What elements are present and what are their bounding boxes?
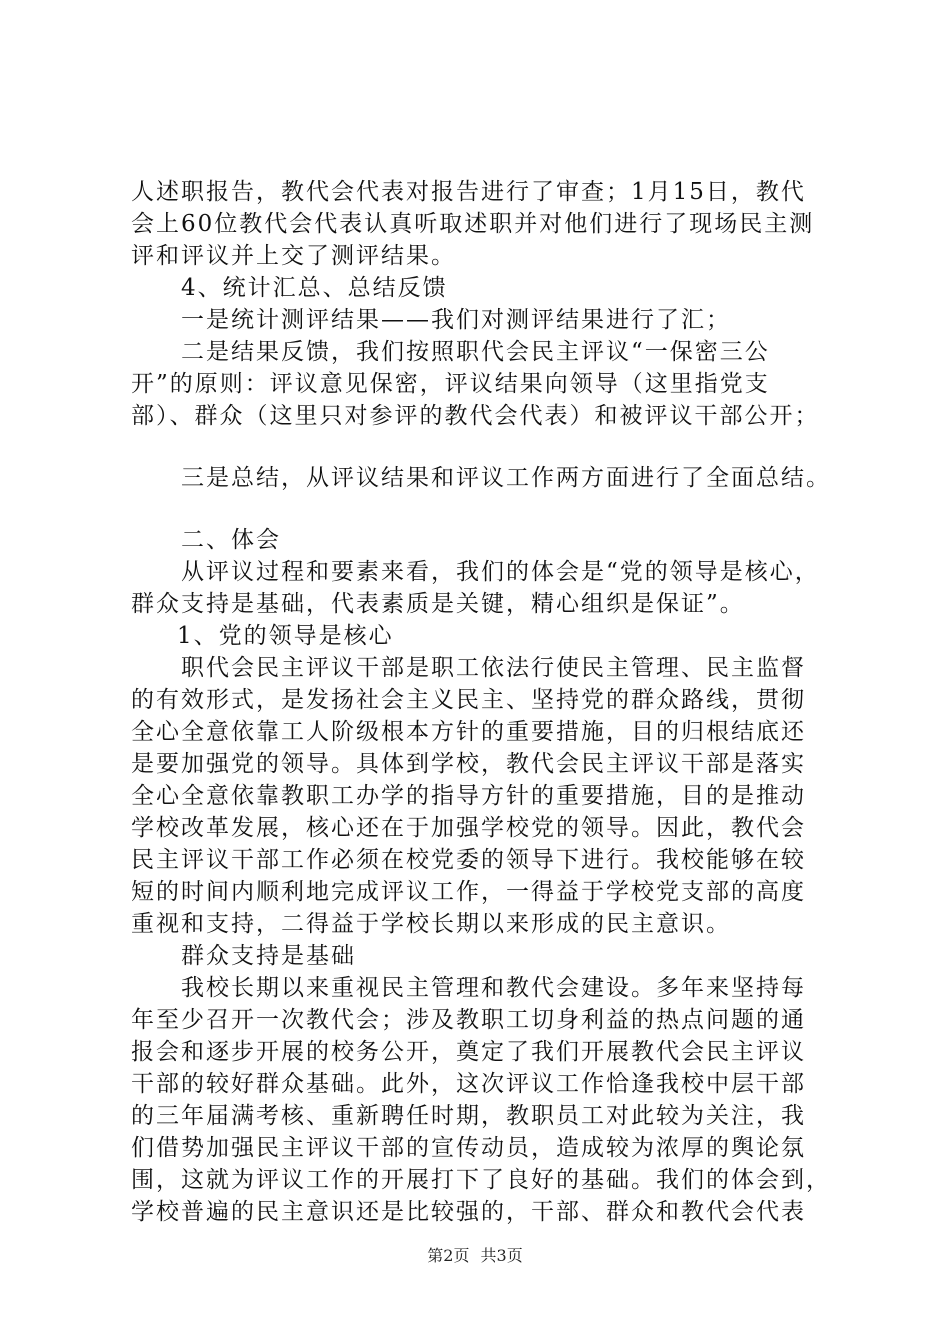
paragraph-line: 重视和支持，二得益于学校长期以来形成的民主意识。 xyxy=(131,911,731,937)
paragraph-line: 一是统计测评结果——我们对测评结果进行了汇； xyxy=(181,307,731,333)
paragraph-line: 全心全意依靠教职工办学的指导方针的重要措施，目的是推动 xyxy=(131,783,806,809)
paragraph-line: 会上60位教代会代表认真听取述职并对他们进行了现场民主测 xyxy=(131,211,815,237)
paragraph-line: 们借势加强民主评议干部的宣传动员，造成较为浓厚的舆论氛 xyxy=(131,1135,806,1161)
paragraph-line: 民主评议干部工作必须在校党委的领导下进行。我校能够在较 xyxy=(131,847,806,873)
paragraph-line: 群众支持是基础，代表素质是关键，精心组织是保证”。 xyxy=(131,591,745,617)
paragraph-line: 开”的原则：评议意见保密，评议结果向领导（这里指党支 xyxy=(131,371,770,397)
section-heading: 1、党的领导是核心 xyxy=(177,623,394,649)
paragraph-line: 评和评议并上交了测评结果。 xyxy=(131,243,456,269)
paragraph-line: 报会和逐步开展的校务公开，奠定了我们开展教代会民主评议 xyxy=(131,1039,806,1065)
paragraph-line: 的三年届满考核、重新聘任时期，教职员工对此较为关注，我 xyxy=(131,1103,806,1129)
paragraph-line: 围，这就为评议工作的开展打下了良好的基础。我们的体会到， xyxy=(131,1167,831,1193)
body-text xyxy=(131,176,851,1228)
paragraph-line: 从评议过程和要素来看，我们的体会是“党的领导是核心， xyxy=(181,559,820,585)
paragraph-line: 学校普遍的民主意识还是比较强的，干部、群众和教代会代表 xyxy=(131,1199,806,1225)
section-heading: 4、统计汇总、总结反馈 xyxy=(181,275,448,301)
page-footer xyxy=(0,1243,950,1266)
paragraph-line: 全心全意依靠工人阶级根本方针的重要措施，目的归根结底还 xyxy=(131,719,806,745)
section-heading: 二、体会 xyxy=(181,527,281,553)
paragraph-line: 二是结果反馈，我们按照职代会民主评议“一保密三公 xyxy=(181,339,770,365)
paragraph-line: 是要加强党的领导。具体到学校，教代会民主评议干部是落实 xyxy=(131,751,806,777)
page-number: 第2页 xyxy=(427,1246,470,1265)
paragraph-line: 年至少召开一次教代会；涉及教职工切身利益的热点问题的通 xyxy=(131,1007,806,1033)
paragraph-line: 干部的较好群众基础。此外，这次评议工作恰逢我校中层干部 xyxy=(131,1071,806,1097)
paragraph-line: 学校改革发展，核心还在于加强学校党的领导。因此，教代会 xyxy=(131,815,806,841)
page-total: 共3页 xyxy=(480,1246,523,1265)
paragraph-line: 短的时间内顺利地完成评议工作，一得益于学校党支部的高度 xyxy=(131,879,806,905)
paragraph-line: 我校长期以来重视民主管理和教代会建设。多年来坚持每 xyxy=(181,975,806,1001)
paragraph-line: 职代会民主评议干部是职工依法行使民主管理、民主监督 xyxy=(181,655,806,681)
paragraph-line: 人述职报告，教代会代表对报告进行了审查；1月15日，教代 xyxy=(131,179,806,205)
paragraph-line: 三是总结，从评议结果和评议工作两方面进行了全面总结。 xyxy=(181,465,831,491)
paragraph-line: 部）、群众（这里只对参评的教代会代表）和被评议干部公开； xyxy=(131,403,820,429)
paragraph-line: 的有效形式，是发扬社会主义民主、坚持党的群众路线，贯彻 xyxy=(131,687,806,713)
section-heading: 群众支持是基础 xyxy=(181,943,356,969)
